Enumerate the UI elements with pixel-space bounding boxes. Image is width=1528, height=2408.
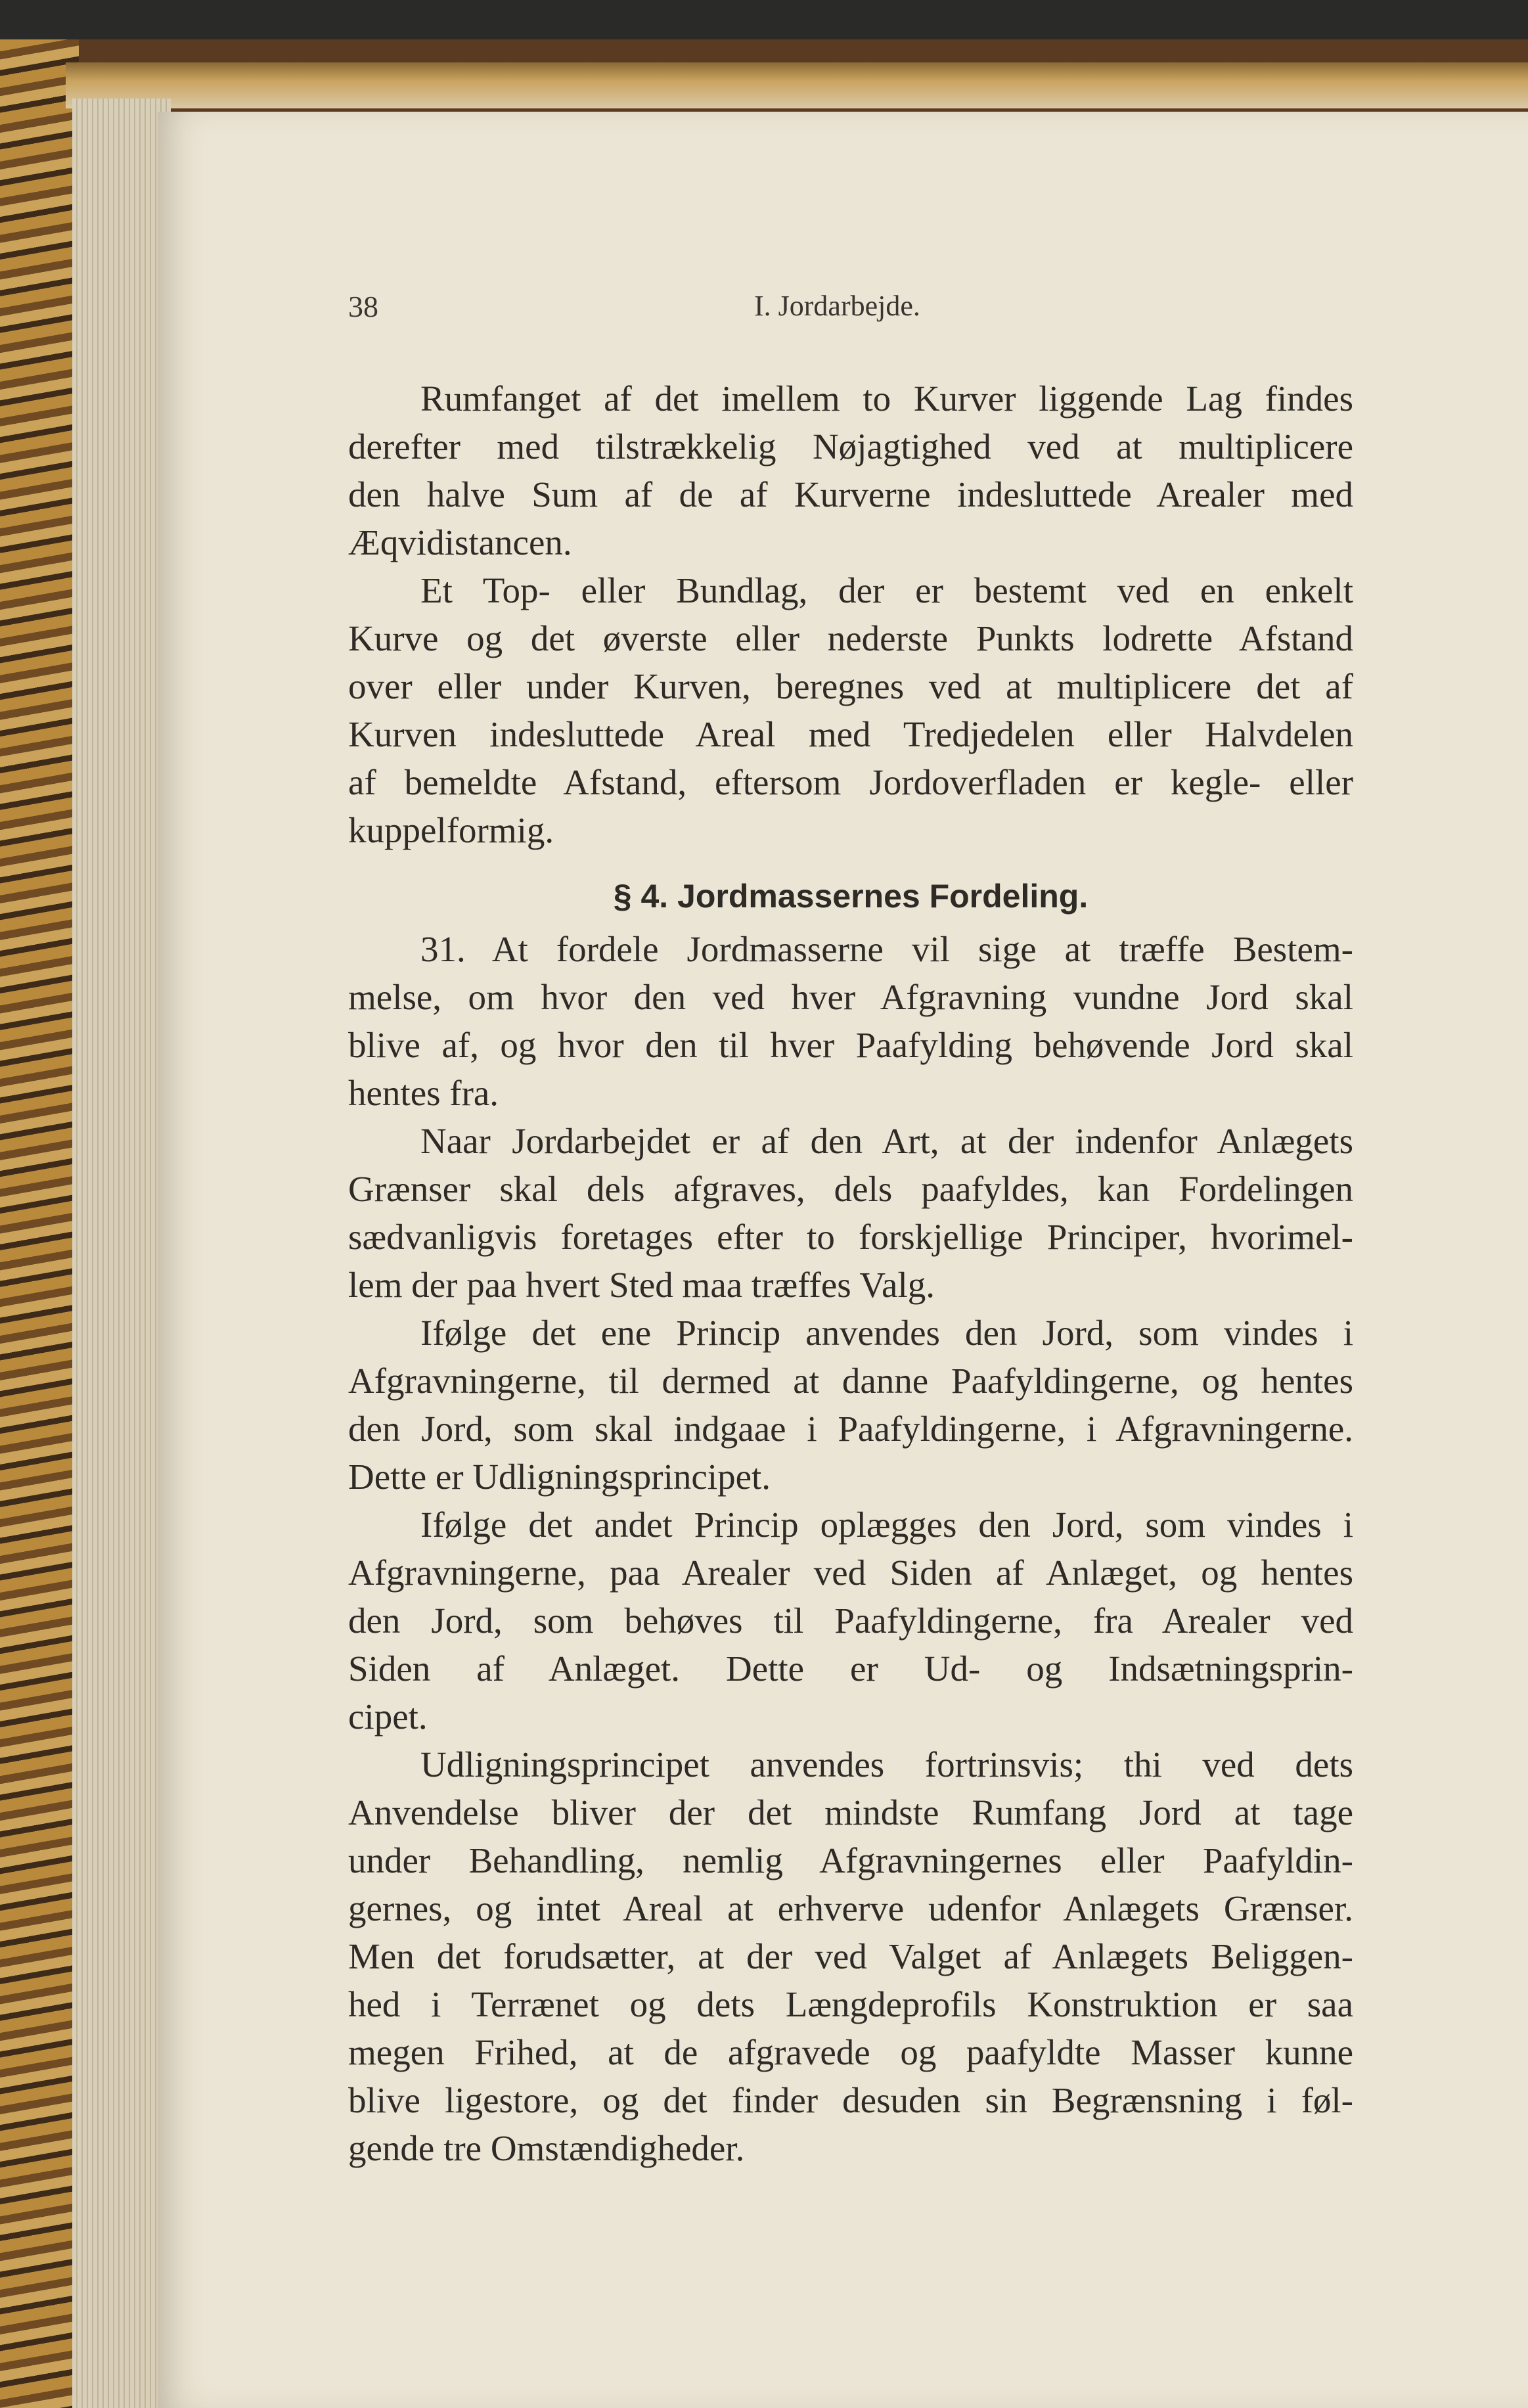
text-line: 31. At fordele Jordmasserne vil sige at træffe Bestem- [420, 929, 1353, 969]
text-line: Anvendelse bliver der det mindste Rumfang Jord at tage [348, 1792, 1353, 1832]
text-line: gernes, og intet Areal at erhverve udenfor Anlægets Grænser. [348, 1888, 1353, 1928]
text-line: Grænser skal dels afgraves, dels paafyldes, kan Fordelingen [348, 1169, 1353, 1209]
text-line: gende tre Omstændigheder. [348, 2128, 745, 2168]
page-number: 38 [348, 290, 378, 323]
text-line: den Jord, som skal indgaae i Paafyldingerne, i Afgravningerne. [348, 1409, 1353, 1449]
marbled-spine [0, 39, 79, 2408]
text-line: hentes fra. [348, 1073, 499, 1113]
text-line: den Jord, som behøves til Paafyldingerne, fra Arealer ved [348, 1601, 1353, 1641]
text-line: over eller under Kurven, beregnes ved at multiplicere det af [348, 666, 1353, 706]
text-line: Afgravningerne, til dermed at danne Paafyldingerne, og hentes [348, 1361, 1353, 1401]
text-line: Udligningsprincipet anvendes fortrinsvis; thi ved dets [420, 1744, 1353, 1784]
text-line: af bemeldte Afstand, eftersom Jordoverfladen er kegle- eller [348, 762, 1353, 802]
text-line: Ifølge det ene Princip anvendes den Jord, som vindes i [420, 1313, 1353, 1353]
text-line: under Behandling, nemlig Afgravningernes eller Paafyldin- [348, 1840, 1353, 1880]
text-line: den halve Sum af de af Kurverne indesluttede Arealer med [348, 474, 1353, 514]
text-line: Kurven indesluttede Areal med Tredjedelen eller Halvdelen [348, 714, 1353, 754]
text-line: cipet. [348, 1696, 428, 1737]
text-line: Dette er Udligningsprincipet. [348, 1457, 771, 1497]
running-title: I. Jordarbejde. [754, 290, 920, 322]
cover-top-edge [66, 62, 1528, 108]
running-header [348, 289, 1353, 335]
text-line: blive ligestore, og det finder desuden sin Begrænsning i føl- [348, 2080, 1353, 2120]
page-edges [72, 99, 171, 2408]
text-line: lem der paa hvert Sted maa træffes Valg. [348, 1265, 935, 1305]
section-heading: § 4. Jordmassernes Fordeling. [613, 878, 1089, 915]
text-line: Siden af Anlæget. Dette er Ud- og Indsætningsprin- [348, 1648, 1353, 1689]
text-line: Et Top- eller Bundlag, der er bestemt ved en enkelt [420, 570, 1353, 610]
text-line: blive af, og hvor den til hver Paafylding behøvende Jord skal [348, 1025, 1353, 1065]
text-line: Kurve og det øverste eller nederste Punkts lodrette Afstand [348, 618, 1353, 658]
text-line: Æqvidistancen. [348, 522, 572, 562]
body-text [348, 375, 1353, 2172]
text-line: Men det forudsætter, at der ved Valget af Anlægets Beliggen- [348, 1936, 1353, 1976]
text-line: melse, om hvor den ved hver Afgravning vundne Jord skal [348, 977, 1353, 1017]
text-line: derefter med tilstrækkelig Nøjagtighed ved at multiplicere [348, 426, 1353, 466]
text-line: kuppelformig. [348, 810, 554, 850]
text-line: Naar Jordarbejdet er af den Art, at der indenfor Anlægets [420, 1121, 1353, 1161]
text-line: Ifølge det andet Princip oplægges den Jord, som vindes i [420, 1505, 1353, 1545]
text-line: megen Frihed, at de afgravede og paafyldte Masser kunne [348, 2032, 1353, 2072]
text-line: Afgravningerne, paa Arealer ved Siden af Anlæget, og hentes [348, 1553, 1353, 1593]
text-line: sædvanligvis foretages efter to forskjellige Principer, hvorimel- [348, 1217, 1353, 1257]
text-line: Rumfanget af det imellem to Kurver liggende Lag findes [420, 378, 1353, 419]
text-line: hed i Terrænet og dets Længdeprofils Konstruktion er saa [348, 1984, 1353, 2024]
